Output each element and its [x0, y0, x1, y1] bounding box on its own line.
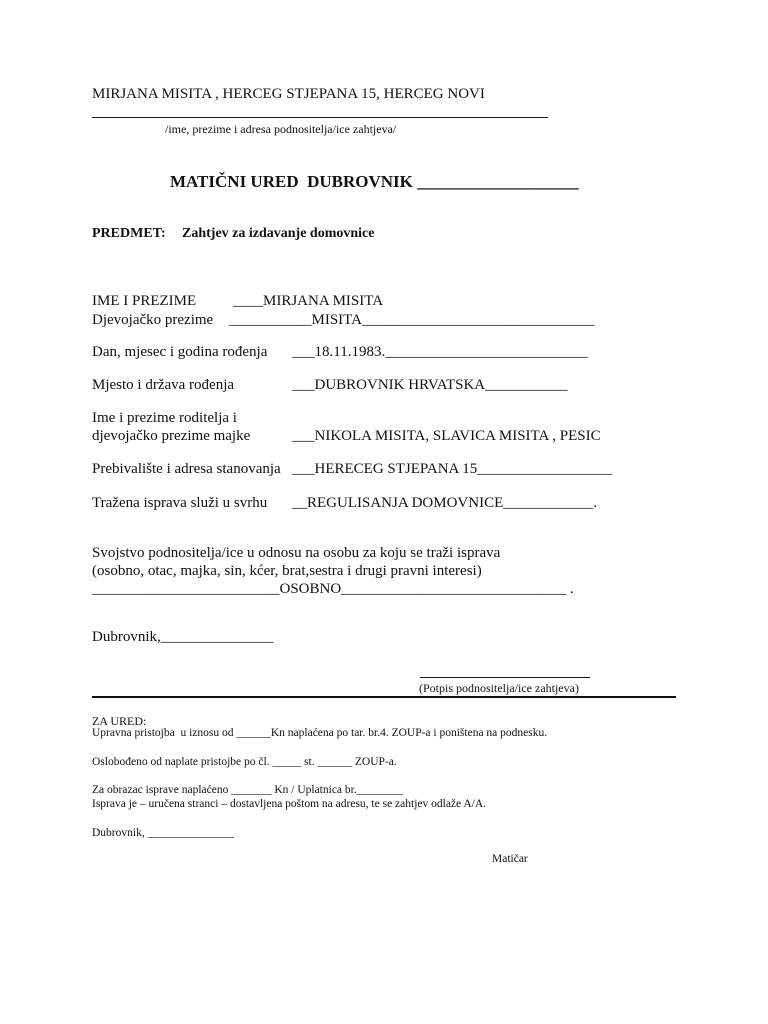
office-use-delivery-line: Isprava je – uručena stranci – dostavljena poštom na adresu, te se zahtjev odlaže A/A. — [92, 798, 487, 810]
purpose-label: Tražena isprava služi u svrhu — [92, 495, 268, 511]
applicant-line: MIRJANA MISITA , HERCEG STJEPANA 15, HERCEG NOVI — [92, 86, 485, 102]
office-use-exemption-line: Oslobođeno od naplate pristojbe po čl. _____ st. ______ ZOUP-a. — [92, 756, 397, 768]
name-value: ____MIRJANA MISITA — [233, 293, 384, 309]
signature-caption: (Potpis podnositelja/ice zahtjeva) — [419, 681, 579, 695]
registrar-label: Matičar — [492, 853, 528, 865]
applicant-caption: /ime, prezime i adresa podnositelja/ice zahtjeva/ — [165, 122, 397, 136]
place-date: Dubrovnik,_______________ — [92, 629, 274, 645]
relation-line2: (osobno, otac, majka, sin, kćer, brat,sestra i drugi pravni interesi) — [92, 563, 482, 579]
section-divider — [92, 696, 676, 698]
residence-label: Prebivalište i adresa stanovanja — [92, 461, 281, 477]
subject-label: PREDMET: — [92, 226, 166, 241]
relation-line3: _________________________OSOBNO______________________________ . — [92, 581, 574, 597]
subject-text: Zahtjev za izdavanje domovnice — [182, 226, 375, 241]
relation-line1: Svojstvo podnositelja/ice u odnosu na osobu za koju se traži isprava — [92, 545, 501, 561]
parents-value: ___NIKOLA MISITA, SLAVICA MISITA , PESIC — [292, 428, 601, 444]
office-use-place-date: Dubrovnik, _______________ — [92, 827, 234, 839]
purpose-value: __REGULISANJA DOMOVNICE____________. — [292, 495, 598, 511]
office-use-fee-line: Upravna pristojba u iznosu od ______Kn naplaćena po tar. br.4. ZOUP-a i poništena na podnesku. — [92, 727, 548, 739]
maiden-name-value: ___________MISITA_______________________________ — [229, 312, 595, 328]
office-use-form-fee-line: Za obrazac isprave naplaćeno _______ Kn / Uplatnica br.________ — [92, 784, 403, 796]
signature-line — [420, 677, 590, 678]
applicant-underline — [92, 117, 548, 118]
parents-label-line2: djevojačko prezime majke — [92, 428, 251, 444]
birth-date-label: Dan, mjesec i godina rođenja — [92, 344, 268, 360]
birth-date-value: ___18.11.1983.___________________________ — [292, 344, 588, 360]
office-use-heading: ZA URED: — [92, 714, 147, 728]
birth-place-label: Mjesto i država rođenja — [92, 377, 235, 393]
residence-value: ___HERECEG STJEPANA 15__________________ — [292, 461, 613, 477]
maiden-name-label: Djevojačko prezime — [92, 312, 214, 328]
birth-place-value: ___DUBROVNIK HRVATSKA___________ — [292, 377, 568, 393]
office-title: MATIČNI URED DUBROVNIK ___________________ — [170, 172, 579, 191]
parents-label-line1: Ime i prezime roditelja i — [92, 410, 237, 426]
name-label: IME I PREZIME — [92, 293, 197, 309]
